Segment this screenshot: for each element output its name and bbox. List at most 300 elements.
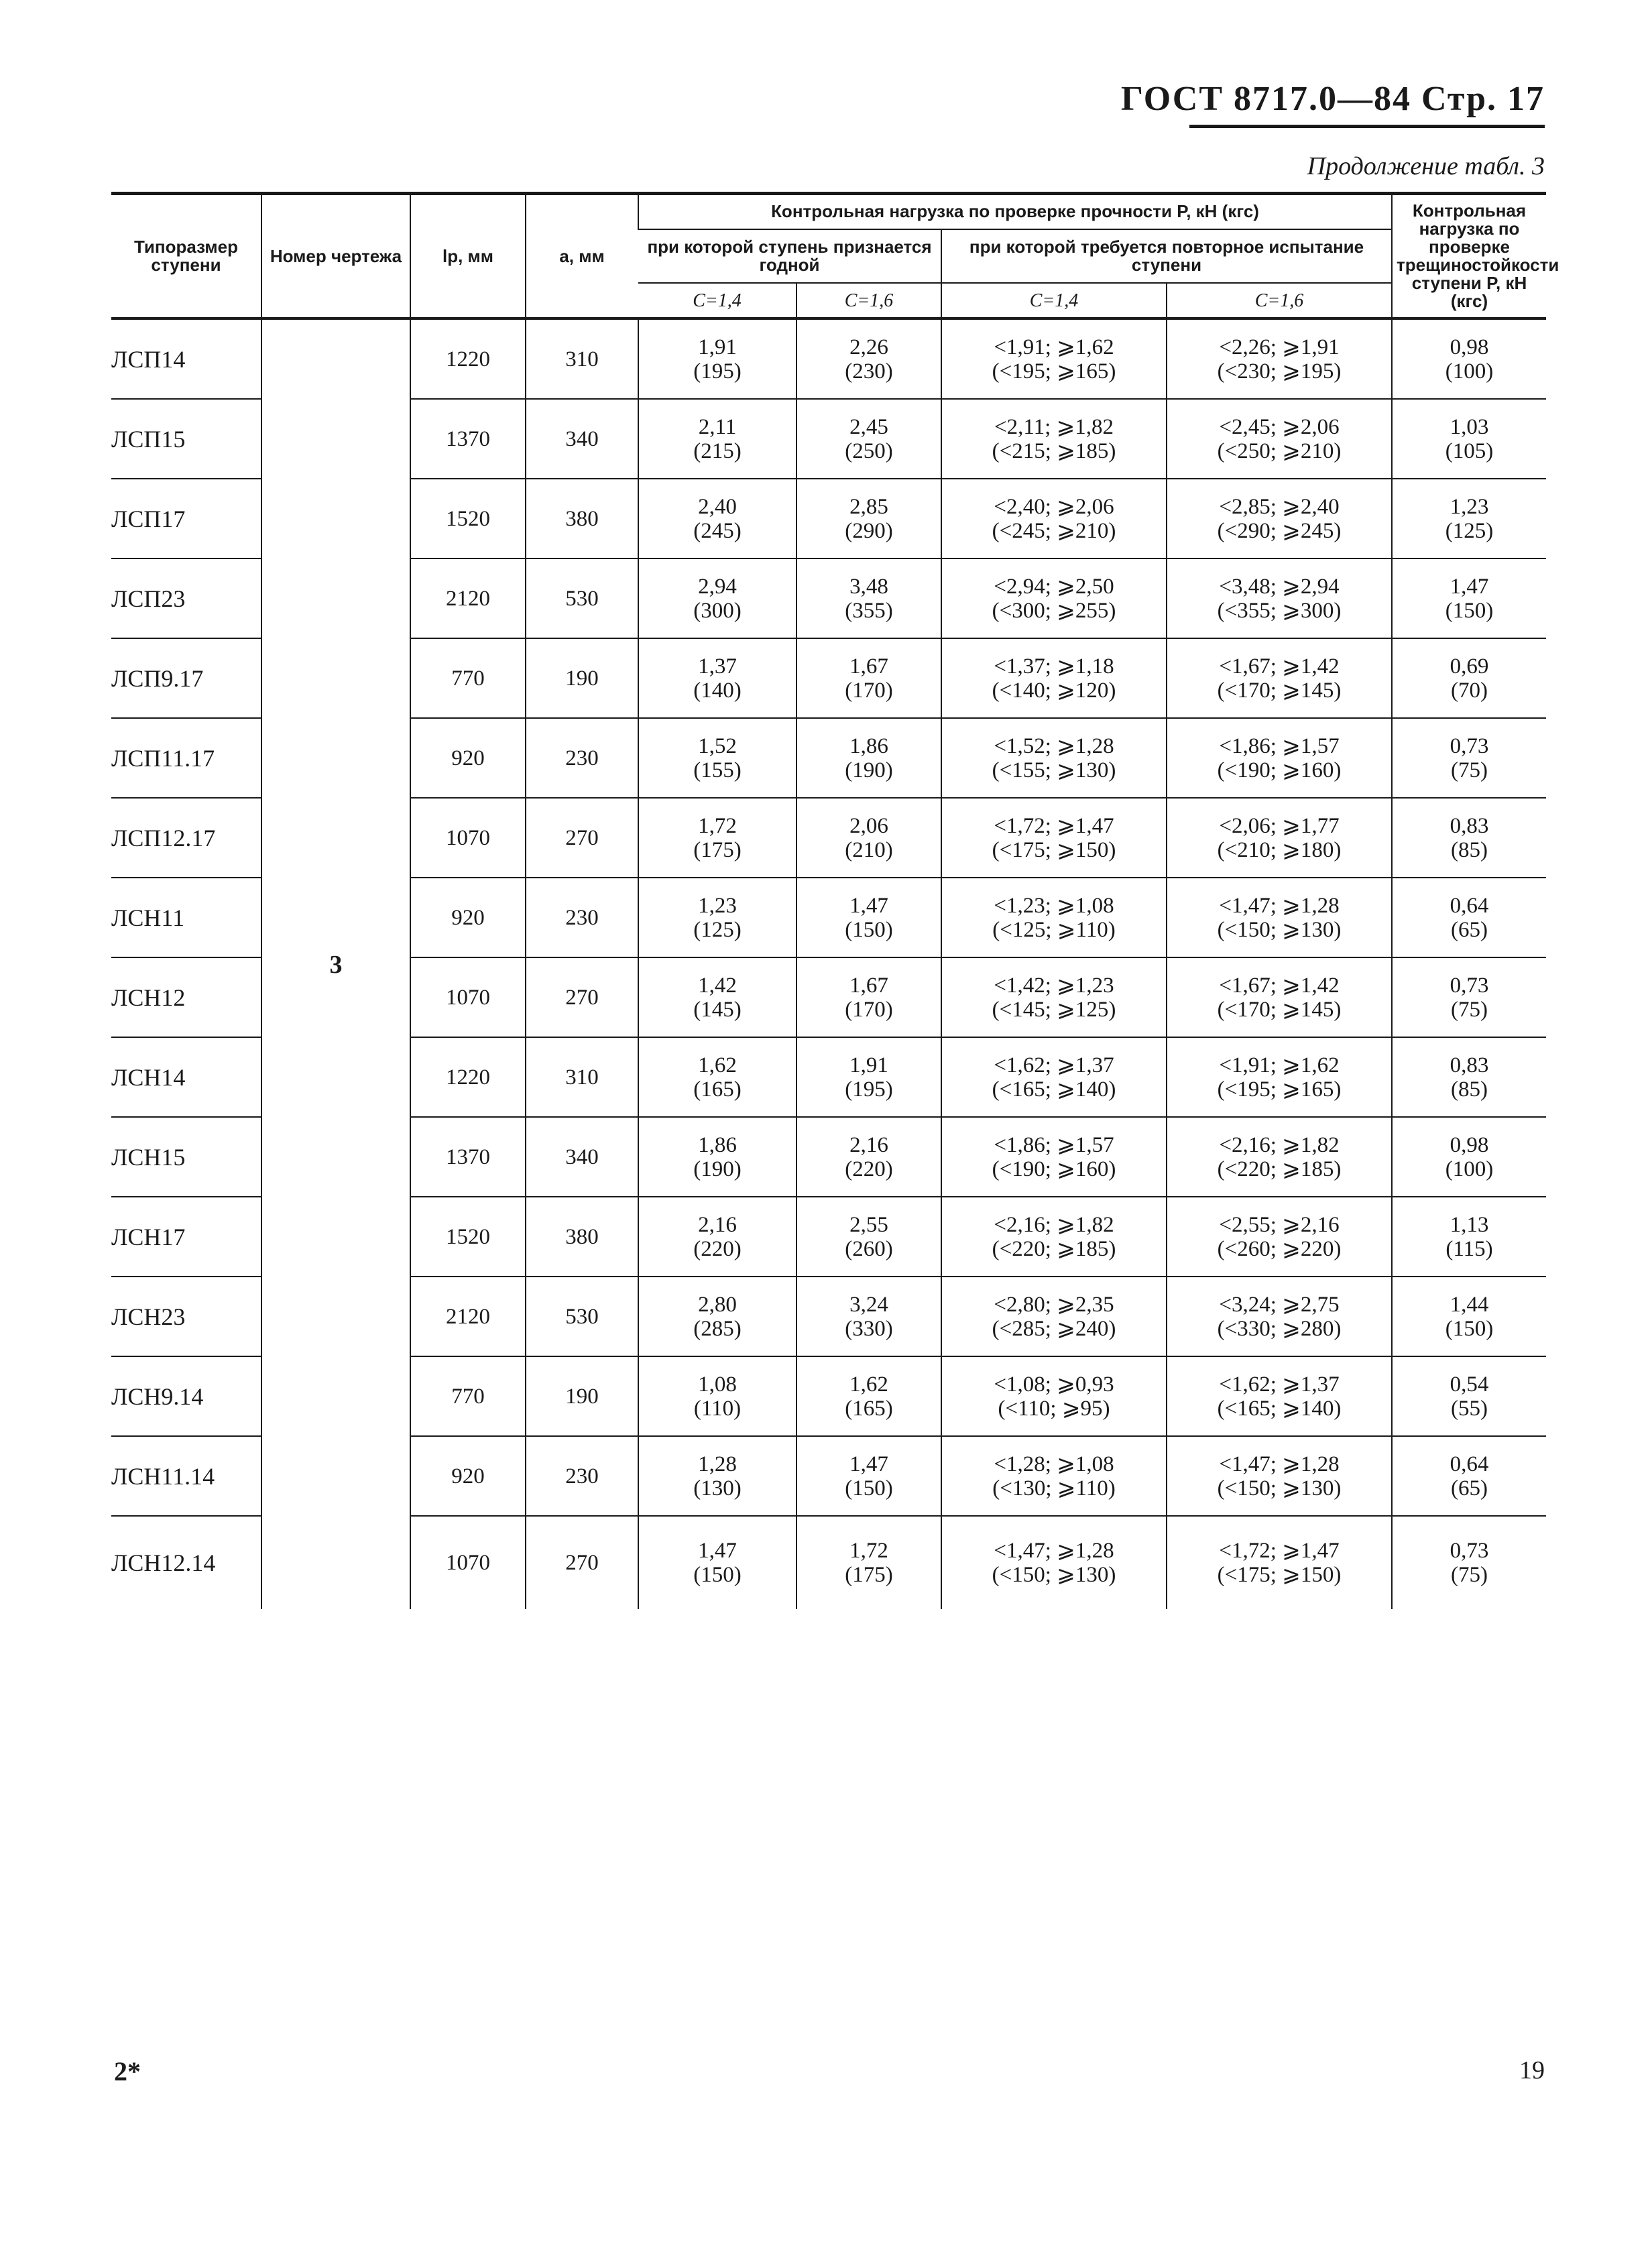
value-kn: 1,86 [698,1132,737,1157]
cell-retest-c14 [941,318,1167,399]
value-kgs: (85) [1451,837,1488,862]
value-kgs: (<150; ⩾130) [1217,1476,1342,1500]
cell-retest-c14 [941,558,1167,638]
value-kgs: (150) [1445,598,1494,623]
value-kgs: (<175; ⩾150) [992,837,1116,862]
cell-retest-c14 [941,718,1167,798]
value-kgs: (210) [845,837,893,862]
value-kn: <3,24; ⩾2,75 [1219,1292,1340,1317]
cell-crack [1392,399,1546,479]
cell-drawing-number: 3 [261,318,410,1609]
value-kn: <2,80; ⩾2,35 [994,1292,1114,1317]
value-kn: <1,72; ⩾1,47 [994,813,1114,838]
cell-accepted-c14 [638,1277,796,1356]
value-kn: <1,91; ⩾1,62 [994,335,1114,359]
value-kn: <1,28; ⩾1,08 [994,1452,1114,1476]
cell-crack [1392,878,1546,957]
cell-retest-c14 [941,638,1167,718]
cell-retest-c14 [941,798,1167,878]
value-kgs: (165) [693,1077,742,1102]
cell-lp: 1070 [410,798,526,878]
value-kn: 1,47 [849,893,888,918]
cell-a: 230 [526,878,638,957]
cell-lp: 1370 [410,1117,526,1197]
cell-accepted-c14 [638,718,796,798]
cell-lp: 1520 [410,1197,526,1277]
value-kgs: (<125; ⩾110) [992,917,1116,942]
value-kn: 0,83 [1450,1053,1489,1077]
cell-crack [1392,957,1546,1037]
value-kn: 0,83 [1450,813,1489,838]
value-kgs: (230) [845,359,893,384]
value-kgs: (<110; ⩾95) [998,1396,1110,1421]
cell-type: ЛСП11.17 [111,718,261,798]
cell-accepted-c16 [796,1197,941,1277]
value-kgs: (<220; ⩾185) [1217,1157,1342,1181]
header-rule [1189,125,1545,128]
value-kgs: (<285; ⩾240) [992,1316,1116,1341]
header-lp: lр, мм [410,194,526,319]
value-kn: <1,08; ⩾0,93 [994,1372,1114,1397]
value-kn: 1,03 [1450,414,1489,439]
value-kgs: (285) [693,1316,742,1341]
value-kgs: (70) [1451,678,1488,703]
cell-retest-c16 [1167,1436,1392,1516]
value-kn: <2,26; ⩾1,91 [1219,335,1340,359]
cell-type: ЛСН15 [111,1117,261,1197]
value-kgs: (330) [845,1316,893,1341]
cell-a: 380 [526,1197,638,1277]
cell-crack [1392,318,1546,399]
gost-header: ГОСТ 8717.0—84 Стр. 17 [1120,80,1545,118]
cell-crack [1392,1117,1546,1197]
value-kgs: (<330; ⩾280) [1217,1316,1342,1341]
cell-retest-c16 [1167,1117,1392,1197]
cell-retest-c14 [941,1436,1167,1516]
value-kn: 1,91 [849,1053,888,1077]
cell-a: 190 [526,638,638,718]
value-kn: 2,16 [849,1132,888,1157]
value-kgs: (<175; ⩾150) [1217,1563,1342,1587]
cell-crack [1392,1356,1546,1436]
value-kgs: (260) [845,1236,893,1261]
value-kgs: (125) [693,917,742,942]
cell-a: 340 [526,1117,638,1197]
cell-retest-c16 [1167,1356,1392,1436]
value-kgs: (<260; ⩾220) [1217,1236,1342,1261]
table-body [111,318,1546,1609]
cell-lp: 1520 [410,479,526,558]
value-kgs: (150) [693,1563,742,1587]
cell-crack [1392,718,1546,798]
table-continuation-label: Продолжение табл. 3 [1307,152,1545,180]
value-kgs: (150) [845,1476,893,1500]
value-kn: 0,54 [1450,1372,1489,1397]
value-kgs: (175) [693,837,742,862]
value-kgs: (170) [845,678,893,703]
cell-accepted-c16 [796,718,941,798]
value-kn: 1,28 [698,1452,737,1476]
cell-lp: 920 [410,718,526,798]
value-kgs: (165) [845,1396,893,1421]
value-kgs: (115) [1446,1236,1493,1261]
value-kn: <1,86; ⩾1,57 [994,1132,1114,1157]
cell-retest-c14 [941,878,1167,957]
value-kn: 2,40 [698,494,737,519]
cell-retest-c16 [1167,1037,1392,1117]
value-kgs: (125) [1445,518,1494,543]
value-kgs: (300) [693,598,742,623]
cell-accepted-c16 [796,1436,941,1516]
cell-accepted-c14 [638,878,796,957]
value-kn: 1,37 [698,654,737,678]
cell-type: ЛСН17 [111,1197,261,1277]
value-kn: 0,64 [1450,893,1489,918]
value-kn: 1,44 [1450,1292,1489,1317]
cell-crack [1392,1436,1546,1516]
cell-type: ЛСП23 [111,558,261,638]
cell-type: ЛСН11 [111,878,261,957]
value-kgs: (175) [845,1563,893,1587]
value-kgs: (150) [1445,1316,1494,1341]
value-kgs: (150) [845,917,893,942]
cell-accepted-c16 [796,957,941,1037]
value-kgs: (215) [693,438,742,463]
cell-accepted-c14 [638,957,796,1037]
value-kgs: (155) [693,758,742,782]
value-kn: 0,69 [1450,654,1489,678]
value-kn: 0,98 [1450,1132,1489,1157]
cell-retest-c16 [1167,1516,1392,1609]
value-kn: 1,72 [849,1539,888,1563]
header-crack: Контрольная нагрузка по проверке трещиностойкости ступени P, кН (кгс) [1392,194,1546,319]
value-kgs: (<245; ⩾210) [992,518,1116,543]
value-kgs: (110) [693,1396,742,1421]
value-kgs: (195) [845,1077,893,1102]
cell-crack [1392,558,1546,638]
value-kn: 1,08 [698,1372,737,1397]
value-kgs: (130) [693,1476,742,1500]
value-kn: 1,23 [1450,494,1489,519]
cell-a: 310 [526,1037,638,1117]
cell-retest-c14 [941,957,1167,1037]
cell-accepted-c14 [638,1037,796,1117]
value-kgs: (<165; ⩾140) [992,1077,1116,1102]
cell-accepted-c16 [796,318,941,399]
value-kn: <1,62; ⩾1,37 [1219,1372,1340,1397]
cell-lp: 2120 [410,1277,526,1356]
value-kgs: (<300; ⩾255) [992,598,1116,623]
cell-retest-c14 [941,1277,1167,1356]
value-kgs: (<230; ⩾195) [1217,359,1342,384]
cell-accepted-c16 [796,1037,941,1117]
value-kgs: (<190; ⩾160) [1217,758,1342,782]
value-kgs: (55) [1451,1396,1488,1421]
cell-accepted-c14 [638,558,796,638]
cell-retest-c16 [1167,878,1392,957]
cell-type: ЛСН23 [111,1277,261,1356]
header-drawing: Номер чертежа [261,194,410,319]
cell-accepted-c14 [638,399,796,479]
value-kn: 1,62 [698,1053,737,1077]
cell-retest-c14 [941,1197,1167,1277]
cell-a: 530 [526,1277,638,1356]
cell-accepted-c16 [796,558,941,638]
header-accepted-c14: C=1,4 [638,283,796,318]
value-kgs: (100) [1445,1157,1494,1181]
value-kn: <1,62; ⩾1,37 [994,1053,1114,1077]
cell-accepted-c16 [796,878,941,957]
value-kn: <2,45; ⩾2,06 [1219,414,1340,439]
cell-accepted-c14 [638,1117,796,1197]
value-kn: <1,67; ⩾1,42 [1219,654,1340,678]
value-kgs: (75) [1451,997,1488,1022]
value-kgs: (65) [1451,917,1488,942]
value-kgs: (<140; ⩾120) [992,678,1116,703]
footer-sheet-mark: 2* [114,2056,141,2086]
cell-crack [1392,1516,1546,1609]
cell-type: ЛСП17 [111,479,261,558]
value-kgs: (220) [845,1157,893,1181]
value-kn: <2,85; ⩾2,40 [1219,494,1340,519]
value-kgs: (195) [693,359,742,384]
value-kn: <1,37; ⩾1,18 [994,654,1114,678]
cell-type: ЛСП9.17 [111,638,261,718]
value-kn: <3,48; ⩾2,94 [1219,574,1340,599]
cell-crack [1392,1277,1546,1356]
value-kn: <1,42; ⩾1,23 [994,973,1114,998]
value-kn: 1,67 [849,654,888,678]
value-kn: <1,47; ⩾1,28 [994,1539,1114,1563]
cell-accepted-c16 [796,1277,941,1356]
cell-retest-c14 [941,1117,1167,1197]
cell-lp: 1070 [410,957,526,1037]
value-kn: 1,42 [698,973,737,998]
cell-retest-c14 [941,479,1167,558]
cell-type: ЛСП15 [111,399,261,479]
value-kgs: (245) [693,518,742,543]
cell-crack [1392,798,1546,878]
value-kn: 0,64 [1450,1452,1489,1476]
value-kgs: (<215; ⩾185) [992,438,1116,463]
cell-retest-c16 [1167,318,1392,399]
value-kgs: (<290; ⩾245) [1217,518,1342,543]
header-retest: при которой требуется повторное испытание ступени [941,229,1392,283]
cell-a: 530 [526,558,638,638]
value-kn: <2,16; ⩾1,82 [994,1212,1114,1237]
value-kn: <1,52; ⩾1,28 [994,733,1114,758]
cell-type: ЛСН9.14 [111,1356,261,1436]
value-kgs: (<250; ⩾210) [1217,438,1342,463]
value-kn: <1,47; ⩾1,28 [1219,1452,1340,1476]
value-kgs: (290) [845,518,893,543]
cell-lp: 1220 [410,318,526,399]
value-kn: 2,11 [698,414,737,439]
value-kgs: (<130; ⩾110) [992,1476,1116,1500]
header-retest-c16: C=1,6 [1167,283,1392,318]
value-kgs: (<195; ⩾165) [1217,1077,1342,1102]
cell-accepted-c14 [638,1516,796,1609]
value-kn: 2,16 [698,1212,737,1237]
cell-retest-c16 [1167,638,1392,718]
header-accepted: при которой ступень признается годной [638,229,941,283]
value-kgs: (<145; ⩾125) [992,997,1116,1022]
value-kgs: (<355; ⩾300) [1217,598,1342,623]
cell-retest-c16 [1167,957,1392,1037]
value-kn: 2,80 [698,1292,737,1317]
header-type: Типоразмер ступени [111,194,261,319]
value-kn: 0,73 [1450,1539,1489,1563]
cell-a: 190 [526,1356,638,1436]
cell-accepted-c16 [796,479,941,558]
value-kgs: (100) [1445,359,1494,384]
cell-retest-c16 [1167,1197,1392,1277]
value-kn: 1,52 [698,733,737,758]
value-kn: <2,40; ⩾2,06 [994,494,1114,519]
value-kn: 2,94 [698,574,737,599]
cell-a: 270 [526,1516,638,1609]
value-kn: 0,73 [1450,973,1489,998]
value-kn: <1,47; ⩾1,28 [1219,893,1340,918]
cell-lp: 2120 [410,558,526,638]
value-kgs: (<170; ⩾145) [1217,997,1342,1022]
cell-accepted-c14 [638,798,796,878]
value-kn: 1,47 [698,1539,737,1563]
value-kn: 2,26 [849,335,888,359]
value-kgs: (220) [693,1236,742,1261]
footer-page-number: 19 [1519,2056,1545,2084]
cell-a: 270 [526,798,638,878]
value-kn: <2,11; ⩾1,82 [994,414,1114,439]
cell-type: ЛСН14 [111,1037,261,1117]
value-kn: 1,47 [849,1452,888,1476]
value-kgs: (75) [1451,758,1488,782]
value-kgs: (<210; ⩾180) [1217,837,1342,862]
cell-accepted-c14 [638,318,796,399]
value-kgs: (190) [845,758,893,782]
cell-crack [1392,638,1546,718]
value-kgs: (<155; ⩾130) [992,758,1116,782]
value-kn: <2,06; ⩾1,77 [1219,813,1340,838]
cell-retest-c16 [1167,399,1392,479]
header-strength: Контрольная нагрузка по проверке прочности P, кН (кгс) [638,194,1392,229]
cell-retest-c16 [1167,718,1392,798]
value-kn: 2,55 [849,1212,888,1237]
value-kgs: (65) [1451,1476,1488,1500]
cell-crack [1392,1037,1546,1117]
cell-retest-c14 [941,1037,1167,1117]
cell-accepted-c16 [796,1117,941,1197]
cell-lp: 1370 [410,399,526,479]
value-kn: 2,06 [849,813,888,838]
value-kgs: (<165; ⩾140) [1217,1396,1342,1421]
value-kn: <2,94; ⩾2,50 [994,574,1114,599]
cell-retest-c14 [941,1516,1167,1609]
value-kgs: (<195; ⩾165) [992,359,1116,384]
cell-crack [1392,1197,1546,1277]
cell-lp: 920 [410,878,526,957]
value-kn: <1,23; ⩾1,08 [994,893,1114,918]
value-kn: 1,86 [849,733,888,758]
cell-accepted-c16 [796,798,941,878]
value-kgs: (<150; ⩾130) [1217,917,1342,942]
value-kn: <1,67; ⩾1,42 [1219,973,1340,998]
value-kgs: (<220; ⩾185) [992,1236,1116,1261]
value-kgs: (<190; ⩾160) [992,1157,1116,1181]
cell-a: 270 [526,957,638,1037]
value-kgs: (250) [845,438,893,463]
cell-type: ЛСП14 [111,345,186,373]
cell-lp: 1070 [410,1516,526,1609]
load-table-wrapper [111,192,1559,1609]
value-kn: 1,23 [698,893,737,918]
header-accepted-c16: C=1,6 [796,283,941,318]
cell-lp: 920 [410,1436,526,1516]
value-kgs: (105) [1445,438,1494,463]
value-kn: 2,85 [849,494,888,519]
value-kgs: (140) [693,678,742,703]
cell-retest-c16 [1167,1277,1392,1356]
value-kn: 3,24 [849,1292,888,1317]
cell-type: ЛСП12.17 [111,798,261,878]
cell-retest-c14 [941,399,1167,479]
value-kgs: (75) [1451,1563,1488,1587]
cell-retest-c16 [1167,558,1392,638]
value-kn: <2,16; ⩾1,82 [1219,1132,1340,1157]
value-kn: <1,72; ⩾1,47 [1219,1539,1340,1563]
value-kn: <1,91; ⩾1,62 [1219,1053,1340,1077]
value-kn: 1,67 [849,973,888,998]
value-kn: 0,98 [1450,335,1489,359]
cell-lp: 770 [410,1356,526,1436]
cell-a: 230 [526,718,638,798]
table-row [111,318,1546,399]
cell-accepted-c14 [638,638,796,718]
cell-type: ЛСН11.14 [111,1436,261,1516]
value-kn: 1,13 [1450,1212,1489,1237]
cell-accepted-c16 [796,1356,941,1436]
header-a: a, мм [526,194,638,319]
value-kn: 1,91 [698,335,737,359]
value-kgs: (170) [845,997,893,1022]
cell-type: ЛСН12 [111,957,261,1037]
cell-accepted-c14 [638,1197,796,1277]
cell-retest-c16 [1167,479,1392,558]
value-kgs: (145) [693,997,742,1022]
value-kn: 1,72 [698,813,737,838]
cell-accepted-c16 [796,1516,941,1609]
cell-accepted-c16 [796,638,941,718]
header-retest-c14: C=1,4 [941,283,1167,318]
cell-a: 340 [526,399,638,479]
cell-a: 230 [526,1436,638,1516]
value-kgs: (<170; ⩾145) [1217,678,1342,703]
value-kn: 1,47 [1450,574,1489,599]
cell-lp: 1220 [410,1037,526,1117]
cell-type: ЛСН12.14 [111,1516,261,1609]
value-kgs: (355) [845,598,893,623]
load-table [111,192,1559,1609]
cell-crack [1392,479,1546,558]
value-kgs: (85) [1451,1077,1488,1102]
value-kn: 3,48 [849,574,888,599]
cell-retest-c14 [941,1356,1167,1436]
value-kn: 0,73 [1450,733,1489,758]
cell-lp: 770 [410,638,526,718]
value-kn: 2,45 [849,414,888,439]
cell-a: 310 [526,318,638,399]
table-header [111,194,1559,319]
